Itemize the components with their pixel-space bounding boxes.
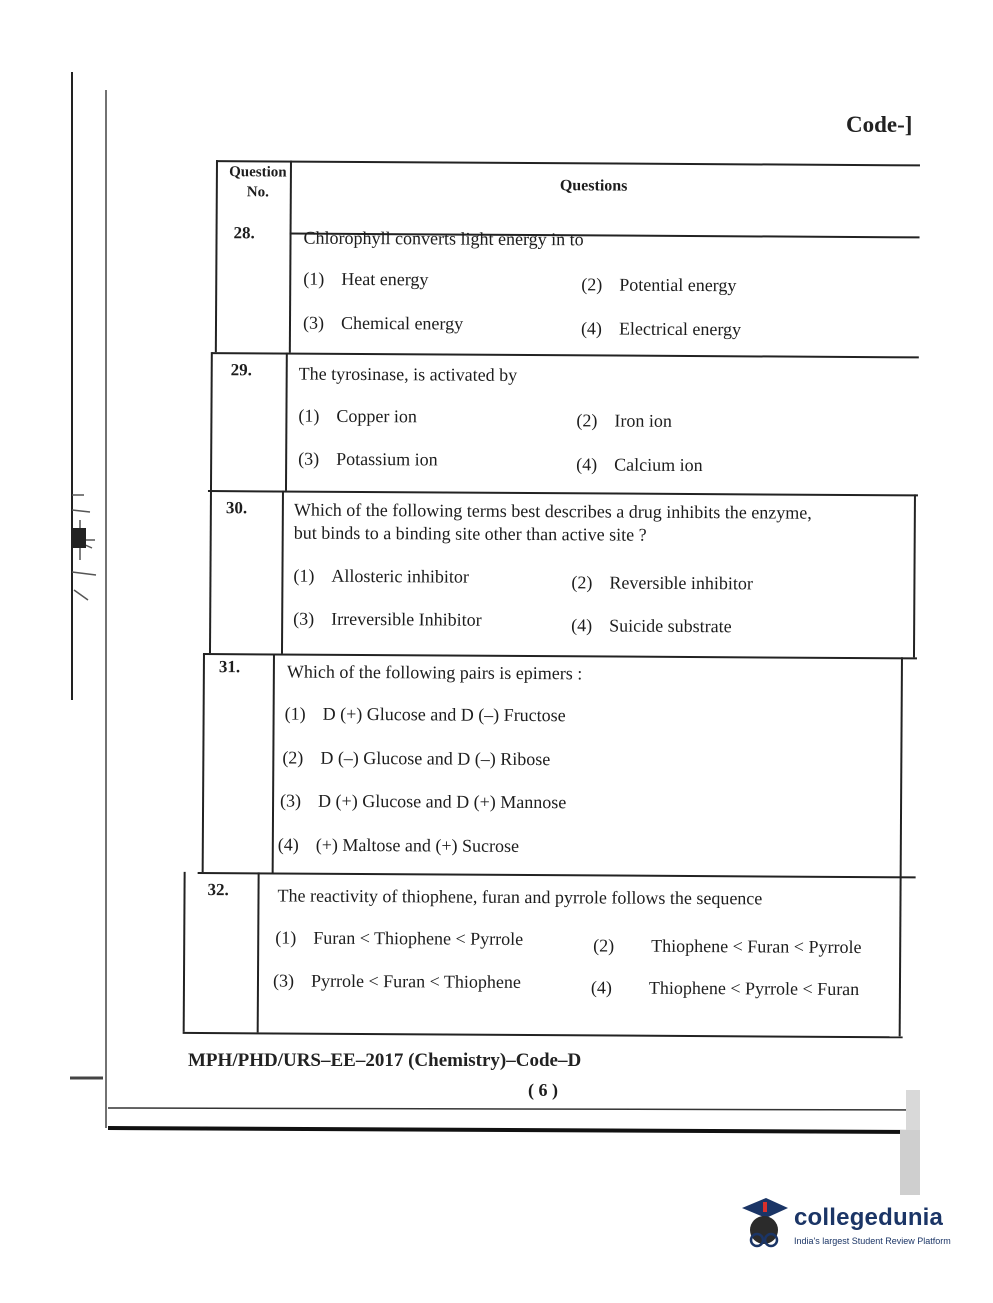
option-29-2: [576, 410, 672, 432]
brand-name: collegedunia: [794, 1204, 944, 1231]
col-divider-5: [257, 872, 260, 1032]
option-number: (4): [277, 834, 299, 855]
question-text-30: Which of the following terms best describes a drug inhibits the enzyme,: [293, 499, 812, 523]
option-28-4: [581, 318, 741, 340]
col-divider-2: [285, 353, 288, 491]
option-text: Electrical energy: [618, 318, 742, 340]
option-30-2: [571, 572, 753, 594]
option-29-1: [298, 406, 417, 428]
question-number-29: 29.: [230, 360, 253, 380]
option-28-2: [581, 274, 736, 296]
row-divider-29: [208, 490, 918, 496]
option-number: (4): [576, 454, 598, 475]
option-29-3: [298, 449, 438, 471]
option-text: Irreversible Inhibitor: [331, 608, 482, 630]
option-number: (2): [571, 572, 593, 593]
option-28-3: [303, 313, 463, 335]
option-30-1: [293, 566, 469, 588]
option-32-2: [593, 935, 861, 958]
option-number: (3): [302, 312, 325, 333]
option-number: (4): [580, 318, 603, 339]
option-text: D (–) Glucose and D (–) Ribose: [320, 747, 551, 770]
question-number-32: 32.: [207, 880, 229, 900]
option-number: (2): [282, 747, 304, 768]
right-border-2: [899, 657, 903, 1036]
option-31-3: [280, 791, 566, 814]
option-32-1: [275, 927, 523, 950]
left-border-top: [215, 160, 218, 352]
col-divider-4: [272, 653, 275, 872]
table-bottom-border: [183, 1032, 903, 1038]
option-32-4: [591, 977, 859, 1000]
option-text: Calcium ion: [614, 454, 703, 476]
option-30-3: [293, 609, 482, 631]
question-number-28: 28.: [233, 223, 255, 243]
option-text: D (+) Glucose and D (–) Fructose: [322, 703, 566, 726]
option-number: (2): [593, 935, 615, 956]
option-number: (3): [280, 790, 302, 811]
option-number: (1): [303, 268, 325, 289]
question-no-header: Question No.: [229, 164, 287, 201]
option-text: Furan < Thiophene < Pyrrole: [313, 927, 524, 949]
option-text: Heat energy: [341, 268, 429, 290]
option-number: (2): [581, 274, 603, 295]
row-divider-30: [203, 653, 917, 659]
question-text-31: Which of the following pairs is epimers :: [286, 661, 583, 684]
option-31-4: [278, 834, 519, 856]
option-text: Potential energy: [619, 274, 737, 296]
col-divider-3: [281, 491, 284, 654]
option-31-1: [285, 704, 566, 727]
collegedunia-logo[interactable]: [736, 1196, 966, 1256]
option-number: (1): [275, 927, 297, 948]
option-text: Suicide substrate: [609, 615, 732, 637]
code-label: Code-]: [846, 112, 913, 137]
option-text: Reversible inhibitor: [609, 572, 753, 594]
option-text: Copper ion: [336, 405, 417, 427]
question-text-29: The tyrosinase, is activated by: [298, 363, 518, 385]
left-border-low: [202, 653, 205, 872]
question-number-30: 30.: [225, 498, 248, 518]
option-30-4: [571, 615, 732, 637]
option-number: (3): [272, 970, 295, 991]
option-number: (2): [576, 410, 598, 431]
option-text: D (+) Glucose and D (+) Mannose: [318, 790, 567, 813]
option-text: Pyrrole < Furan < Thiophene: [310, 970, 521, 992]
footer-code-line: MPH/PHD/URS–EE–2017 (Chemistry)–Code–D: [188, 1050, 582, 1071]
question-text-28: Chlorophyll converts light energy in to: [303, 227, 584, 250]
option-text: Potassium ion: [336, 448, 438, 470]
option-29-4: [576, 454, 703, 476]
option-number: (1): [293, 565, 315, 586]
row-divider-31: [198, 872, 916, 878]
right-border-1: [913, 494, 916, 657]
option-number: (3): [298, 448, 320, 469]
option-number: (3): [293, 608, 315, 629]
page-number: ( 6 ): [528, 1080, 558, 1100]
option-text: Allosteric inhibitor: [331, 565, 470, 587]
brand-tagline: India's largest Student Review Platform: [794, 1236, 951, 1246]
option-text: Thiophene < Furan < Pyrrole: [651, 935, 862, 958]
left-border-mid: [209, 352, 213, 653]
option-text: Thiophene < Pyrrole < Furan: [648, 977, 860, 1000]
option-text: (+) Maltose and (+) Sucrose: [315, 834, 520, 856]
option-number: (1): [284, 703, 306, 724]
option-number: (1): [298, 405, 320, 426]
option-number: (4): [571, 615, 593, 636]
option-text: Iron ion: [614, 410, 672, 431]
question-table: [195, 160, 922, 1044]
question-number-31: 31.: [218, 657, 241, 677]
question-text-32: The reactivity of thiophene, furan and pyrrole follows the sequence: [277, 885, 763, 909]
option-text: Chemical energy: [340, 312, 464, 334]
option-32-3: [273, 970, 521, 993]
question-text-30-line2: but binds to a binding site other than active site ?: [293, 522, 647, 545]
option-28-1: [303, 269, 428, 291]
option-number: (4): [590, 977, 613, 998]
student-mascot-icon: [736, 1196, 792, 1256]
questions-header: Questions: [559, 177, 628, 195]
option-31-2: [282, 748, 550, 771]
row-divider-28: [212, 352, 919, 358]
